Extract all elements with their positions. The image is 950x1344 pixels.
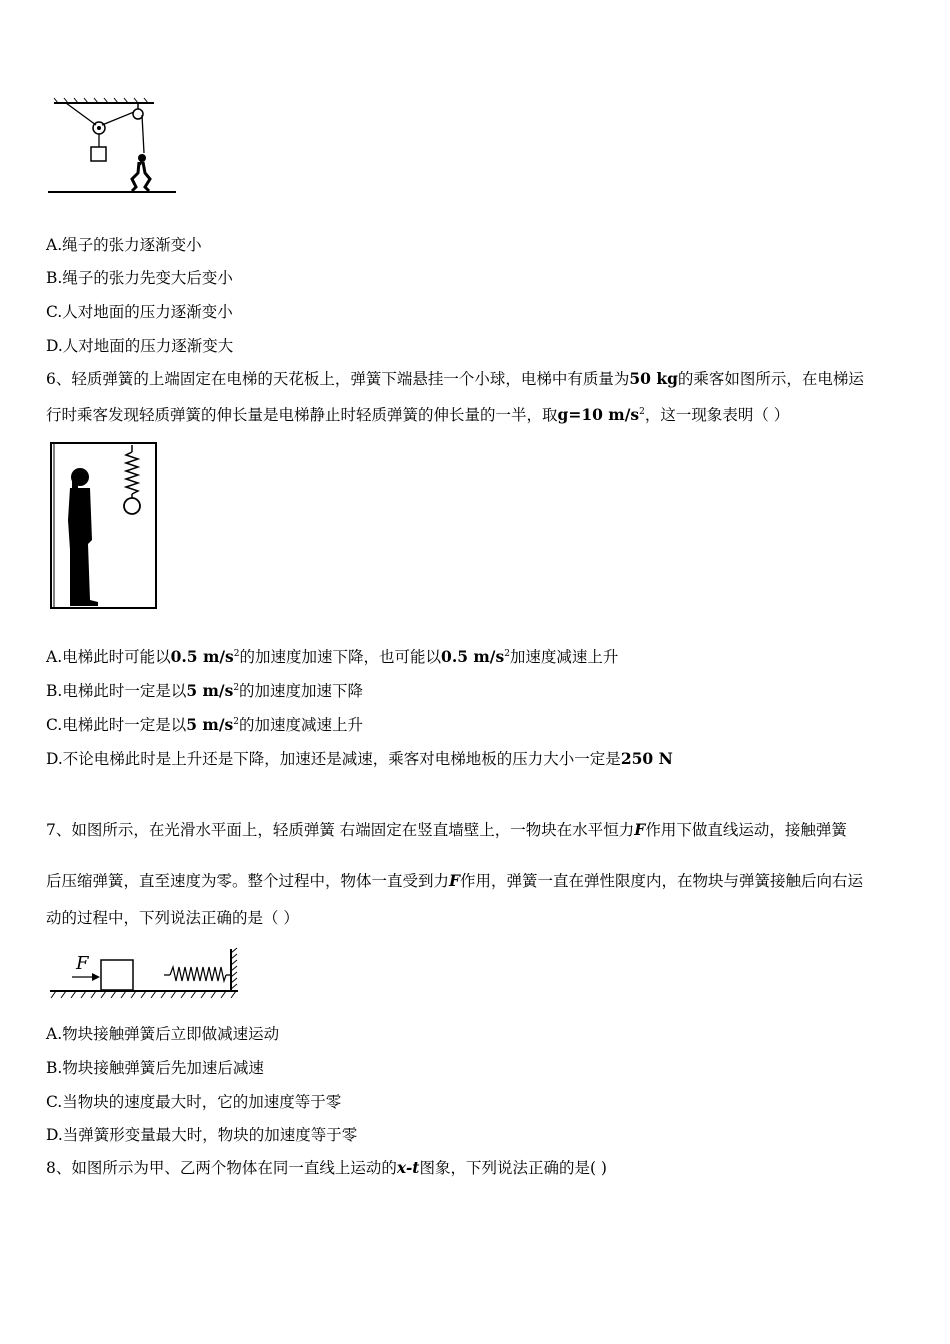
spring-block-figure [46,945,246,1007]
q7-stem-line-3: 动的过程中，下列说法正确的是（ ） [46,909,299,927]
pulley-figure [46,95,181,200]
q6-option-d: D.不论电梯此时是上升还是下降，加速还是减速，乘客对电梯地板的压力大小一定是250 N [46,749,673,768]
q6-option-c: C.电梯此时一定是以5 $m/s^2$的加速度减速上升 [46,715,363,734]
q5-option-a: A.绳子的张力逐渐变小 [46,236,202,254]
q6-stem-line-2: 行时乘客发现轻质弹簧的伸长量是电梯静止时轻质弹簧的伸长量的一半，取g=10 $m/s^2$，这一现象表明（ ） [46,405,790,424]
elevator-figure [46,440,161,612]
q5-option-c: C.人对地面的压力逐渐变小 [46,303,233,321]
q7-stem-line-1: 7、如图所示，在光滑水平面上，轻质弹簧 右端固定在竖直墙壁上，一物块在水平恒力F作用下做直线运动，接触弹簧 [46,820,847,839]
q7-option-d: D.当弹簧形变量最大时，物块的加速度等于零 [46,1126,358,1144]
q5-option-d: D.人对地面的压力逐渐变大 [46,337,234,355]
q6-option-b: B.电梯此时一定是以5 $m/s^2$的加速度加速下降 [46,681,364,700]
q8-stem: 8、如图所示为甲、乙两个物体在同一直线上运动的x-t图象，下列说法正确的是( ) [46,1158,607,1177]
q7-option-b: B.物块接触弹簧后先加速后减速 [46,1059,264,1077]
q5-option-b: B.绳子的张力先变大后变小 [46,269,233,287]
q6-stem-line-1: 6、轻质弹簧的上端固定在电梯的天花板上，弹簧下端悬挂一个小球，电梯中有质量为50 kg的乘客如图所示，在电梯运 [46,369,864,388]
q7-stem-line-2: 后压缩弹簧，直至速度为零。整个过程中，物体一直受到力F作用，弹簧一直在弹性限度内，在物块与弹簧接触后向右运 [46,871,864,890]
q6-option-a: A.电梯此时可能以0.5 $m/s^2$的加速度加速下降，也可能以0.5 $m/s^2$加速度减速上升 [46,647,619,666]
q7-option-a: A.物块接触弹簧后立即做减速运动 [46,1025,280,1043]
force-label: F [76,953,89,974]
q7-option-c: C.当物块的速度最大时，它的加速度等于零 [46,1093,342,1111]
